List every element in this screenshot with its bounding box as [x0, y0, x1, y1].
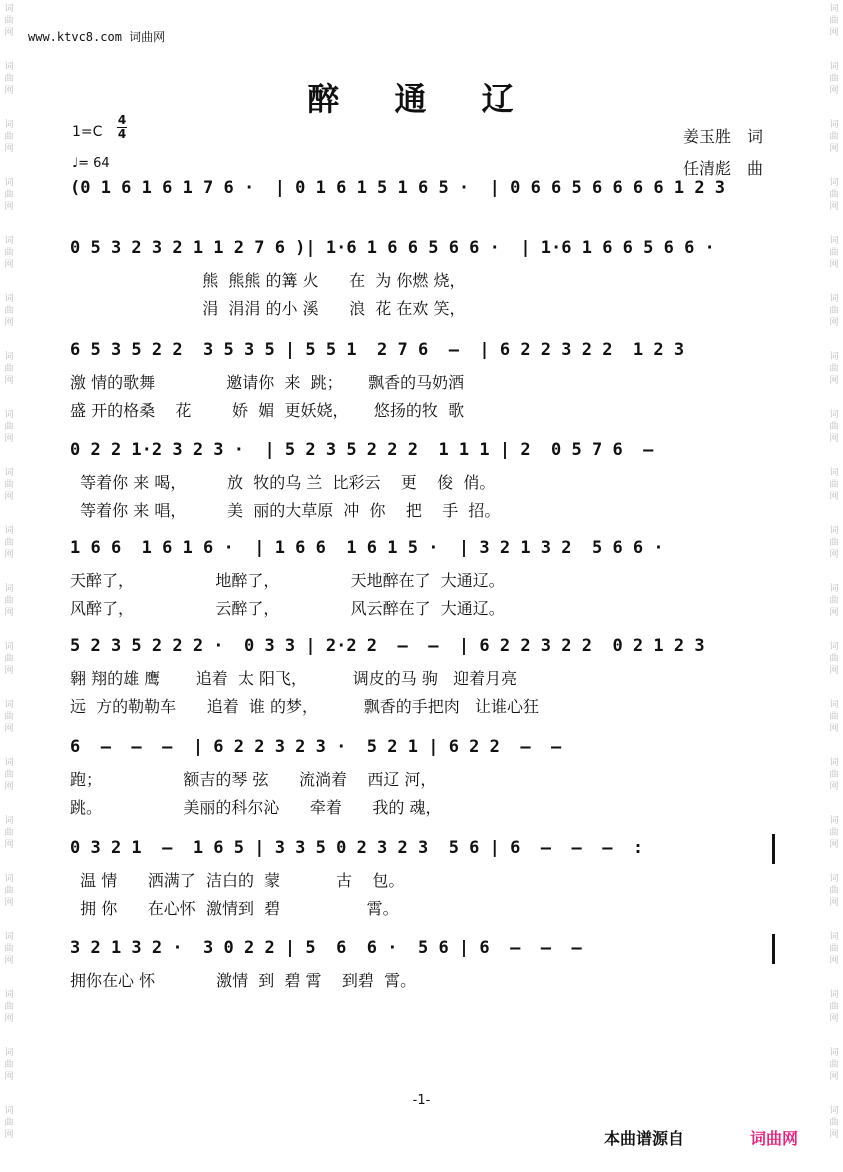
watermark-glyph: 网 — [4, 202, 14, 212]
watermark-glyph: 网 — [4, 782, 14, 792]
watermark-glyph: 网 — [829, 666, 839, 676]
song-title: 醉 通 辽 — [307, 80, 536, 118]
key-signature: 1=C — [72, 124, 103, 140]
watermark-glyph: 网 — [829, 434, 839, 444]
page-number: -1- — [412, 1093, 431, 1108]
watermark-glyph: 词 — [4, 932, 14, 942]
watermark-glyph: 曲 — [4, 422, 14, 432]
watermark-glyph: 网 — [829, 86, 839, 96]
watermark-glyph: 词 — [4, 700, 14, 710]
watermark-glyph: 网 — [829, 376, 839, 386]
watermark-glyph: 网 — [4, 608, 14, 618]
time-signature-bottom: 4 — [117, 127, 127, 141]
lyric-line-1: 跑； 额吉的琴 弦 流淌着 西辽 河， — [70, 770, 437, 789]
watermark-glyph: 曲 — [829, 16, 839, 26]
watermark-glyph: 曲 — [829, 538, 839, 548]
watermark-glyph: 曲 — [829, 770, 839, 780]
watermark-glyph: 网 — [4, 144, 14, 154]
watermark-glyph: 词 — [4, 584, 14, 594]
lyric-line-2: 等着你 来 唱， 美 丽的大草原 冲 你 把 手 招。 — [70, 501, 501, 520]
lyric-line-1: 熊 熊熊 的篝 火 在 为 你燃 烧， — [70, 271, 466, 290]
notation-row: 6 5 3 5 2 2 3 5 3 5 | 5 5 1 2 7 6 – | 6 2 2 3 2 2 1 2 3 — [70, 340, 685, 360]
watermark-glyph: 词 — [4, 1106, 14, 1116]
watermark-glyph: 曲 — [4, 1002, 14, 1012]
left-watermark-strip — [0, 0, 18, 1172]
watermark-glyph: 网 — [4, 28, 14, 38]
watermark-glyph: 曲 — [829, 886, 839, 896]
watermark-glyph: 网 — [4, 1072, 14, 1082]
watermark-glyph: 曲 — [829, 306, 839, 316]
footer-label: 本曲谱源自 — [604, 1129, 685, 1148]
watermark-glyph: 曲 — [4, 132, 14, 142]
watermark-glyph: 曲 — [829, 944, 839, 954]
watermark-glyph: 网 — [4, 1014, 14, 1024]
watermark-glyph: 曲 — [4, 306, 14, 316]
watermark-glyph: 词 — [829, 584, 839, 594]
watermark-glyph: 曲 — [829, 422, 839, 432]
lyric-line-2: 远 方的勒勒车 追着 谁 的梦， 飘香的手把肉 让谁心狂 — [70, 697, 539, 716]
watermark-glyph: 词 — [829, 178, 839, 188]
watermark-glyph: 词 — [4, 410, 14, 420]
watermark-glyph: 曲 — [4, 1060, 14, 1070]
watermark-glyph: 词 — [4, 294, 14, 304]
watermark-glyph: 词 — [829, 1106, 839, 1116]
watermark-glyph: 曲 — [829, 1118, 839, 1128]
composer-credit: 任清彪 曲 — [683, 159, 764, 178]
watermark-glyph: 网 — [4, 318, 14, 328]
watermark-glyph: 曲 — [829, 364, 839, 374]
watermark-glyph: 网 — [4, 898, 14, 908]
notation-row: (0 1 6 1 6 1 7 6 · | 0 1 6 1 5 1 6 5 · | 0 6 6 5 6 6 6 6 1 2 3 — [70, 178, 726, 198]
notation-row: 3 2 1 3 2 · 3 0 2 2 | 5 6 6 · 5 6 | 6 – – – — [70, 938, 582, 958]
watermark-glyph: 曲 — [4, 364, 14, 374]
watermark-glyph: 网 — [829, 202, 839, 212]
watermark-glyph: 词 — [4, 4, 14, 14]
lyric-line-1: 拥你在心 怀 激情 到 碧 霄 到碧 霄。 — [70, 971, 417, 990]
time-signature — [117, 114, 127, 141]
watermark-glyph: 词 — [4, 468, 14, 478]
watermark-glyph: 网 — [829, 898, 839, 908]
watermark-glyph: 网 — [829, 260, 839, 270]
watermark-glyph: 词 — [829, 468, 839, 478]
notation-row: 6 – – – | 6 2 2 3 2 3 · 5 2 1 | 6 2 2 – – — [70, 737, 562, 757]
footer-brand[interactable]: 词曲网 — [750, 1129, 799, 1148]
lyric-line-1: 翱 翔的雄 鹰 追着 太 阳飞， 调皮的马 驹 迎着月亮 — [70, 669, 518, 688]
watermark-glyph: 曲 — [4, 770, 14, 780]
watermark-glyph: 曲 — [4, 944, 14, 954]
watermark-glyph: 网 — [829, 782, 839, 792]
lyric-line-1: 温 情 洒满了 洁白的 蒙 古 包。 — [70, 871, 405, 890]
watermark-glyph: 词 — [829, 120, 839, 130]
lyric-line-1: 激 情的歌舞 邀请你 来 跳； 飘香的马奶酒 — [70, 373, 465, 392]
watermark-glyph: 词 — [829, 410, 839, 420]
watermark-glyph: 词 — [829, 526, 839, 536]
watermark-glyph: 词 — [829, 874, 839, 884]
watermark-glyph: 词 — [4, 62, 14, 72]
final-barline — [772, 934, 775, 964]
lyric-line-1: 等着你 来 喝， 放 牧的乌 兰 比彩云 更 俊 俏。 — [70, 473, 496, 492]
watermark-glyph: 曲 — [829, 480, 839, 490]
watermark-glyph: 网 — [829, 840, 839, 850]
watermark-glyph: 词 — [829, 816, 839, 826]
watermark-glyph: 网 — [829, 1072, 839, 1082]
watermark-glyph: 网 — [4, 666, 14, 676]
watermark-glyph: 曲 — [829, 1002, 839, 1012]
lyric-line-2: 盛 开的格桑 花 娇 媚 更妖娆， 悠扬的牧 歌 — [70, 401, 465, 420]
watermark-glyph: 网 — [4, 434, 14, 444]
watermark-glyph: 网 — [829, 550, 839, 560]
watermark-glyph: 词 — [829, 758, 839, 768]
watermark-glyph: 曲 — [4, 74, 14, 84]
watermark-glyph: 曲 — [829, 190, 839, 200]
watermark-glyph: 曲 — [829, 74, 839, 84]
watermark-glyph: 曲 — [4, 538, 14, 548]
watermark-glyph: 网 — [4, 376, 14, 386]
watermark-glyph: 网 — [829, 1014, 839, 1024]
watermark-glyph: 网 — [4, 724, 14, 734]
watermark-glyph: 词 — [829, 4, 839, 14]
source-url[interactable]: www.ktvc8.com 词曲网 — [28, 30, 166, 44]
lyric-line-2: 跳。 美丽的科尔沁 牵着 我的 魂， — [70, 798, 442, 817]
watermark-glyph: 词 — [829, 1048, 839, 1058]
watermark-glyph: 曲 — [829, 1060, 839, 1070]
watermark-glyph: 词 — [4, 526, 14, 536]
notation-row: 0 5 3 2 3 2 1 1 2 7 6 )| 1·6 1 6 6 5 6 6 · | 1·6 1 6 6 5 6 6 · — [70, 238, 715, 258]
watermark-glyph: 曲 — [4, 828, 14, 838]
watermark-glyph: 曲 — [4, 16, 14, 26]
watermark-glyph: 网 — [829, 318, 839, 328]
final-barline — [772, 834, 775, 864]
watermark-glyph: 词 — [829, 932, 839, 942]
notation-row: 0 3 2 1 – 1 6 5 | 3 3 5 0 2 3 2 3 5 6 | 6 – – – : — [70, 838, 644, 858]
watermark-glyph: 词 — [4, 1048, 14, 1058]
watermark-glyph: 网 — [829, 492, 839, 502]
watermark-glyph: 曲 — [4, 596, 14, 606]
lyricist-credit: 姜玉胜 词 — [683, 127, 764, 146]
watermark-glyph: 网 — [829, 724, 839, 734]
watermark-glyph: 曲 — [4, 712, 14, 722]
watermark-glyph: 词 — [829, 352, 839, 362]
watermark-glyph: 词 — [4, 990, 14, 1000]
watermark-glyph: 曲 — [4, 886, 14, 896]
notation-row: 0 2 2 1·2 3 2 3 · | 5 2 3 5 2 2 2 1 1 1 | 2 0 5 7 6 – — [70, 440, 654, 460]
right-watermark-strip — [825, 0, 843, 1172]
watermark-glyph: 网 — [829, 608, 839, 618]
watermark-glyph: 词 — [4, 758, 14, 768]
lyric-line-2: 涓 涓涓 的小 溪 浪 花 在欢 笑， — [70, 299, 466, 318]
watermark-glyph: 网 — [4, 260, 14, 270]
watermark-glyph: 网 — [4, 956, 14, 966]
watermark-glyph: 网 — [829, 144, 839, 154]
watermark-glyph: 词 — [829, 642, 839, 652]
watermark-glyph: 曲 — [829, 712, 839, 722]
notation-row: 1 6 6 1 6 1 6 · | 1 6 6 1 6 1 5 · | 3 2 1 3 2 5 6 6 · — [70, 538, 664, 558]
watermark-glyph: 词 — [4, 178, 14, 188]
lyric-line-2: 风醉了， 云醉了， 风云醉在了 大通辽。 — [70, 599, 505, 618]
watermark-glyph: 网 — [829, 1130, 839, 1140]
watermark-glyph: 网 — [4, 1130, 14, 1140]
watermark-glyph: 曲 — [829, 248, 839, 258]
watermark-glyph: 网 — [4, 86, 14, 96]
watermark-glyph: 曲 — [829, 654, 839, 664]
watermark-glyph: 词 — [829, 990, 839, 1000]
watermark-glyph: 曲 — [4, 480, 14, 490]
watermark-glyph: 词 — [4, 642, 14, 652]
watermark-glyph: 词 — [4, 120, 14, 130]
watermark-glyph: 曲 — [4, 1118, 14, 1128]
watermark-glyph: 曲 — [829, 828, 839, 838]
watermark-glyph: 词 — [4, 352, 14, 362]
watermark-glyph: 曲 — [4, 248, 14, 258]
watermark-glyph: 曲 — [829, 132, 839, 142]
watermark-glyph: 词 — [829, 294, 839, 304]
watermark-glyph: 词 — [4, 874, 14, 884]
watermark-glyph: 词 — [829, 236, 839, 246]
lyric-line-2: 拥 你 在心怀 激情到 碧 霄。 — [70, 899, 399, 918]
time-signature-top: 4 — [117, 113, 127, 127]
watermark-glyph: 词 — [829, 62, 839, 72]
watermark-glyph: 曲 — [4, 190, 14, 200]
watermark-glyph: 网 — [4, 840, 14, 850]
watermark-glyph: 词 — [4, 236, 14, 246]
watermark-glyph: 网 — [4, 550, 14, 560]
watermark-glyph: 词 — [4, 816, 14, 826]
watermark-glyph: 词 — [829, 700, 839, 710]
watermark-glyph: 曲 — [829, 596, 839, 606]
tempo-marking: ♩= 64 — [72, 156, 110, 171]
notation-row: 5 2 3 5 2 2 2 · 0 3 3 | 2·2 2 – – | 6 2 2 3 2 2 0 2 1 2 3 — [70, 636, 705, 656]
watermark-glyph: 网 — [829, 28, 839, 38]
watermark-glyph: 网 — [4, 492, 14, 502]
watermark-glyph: 网 — [829, 956, 839, 966]
lyric-line-1: 天醉了， 地醉了， 天地醉在了 大通辽。 — [70, 571, 505, 590]
watermark-glyph: 曲 — [4, 654, 14, 664]
